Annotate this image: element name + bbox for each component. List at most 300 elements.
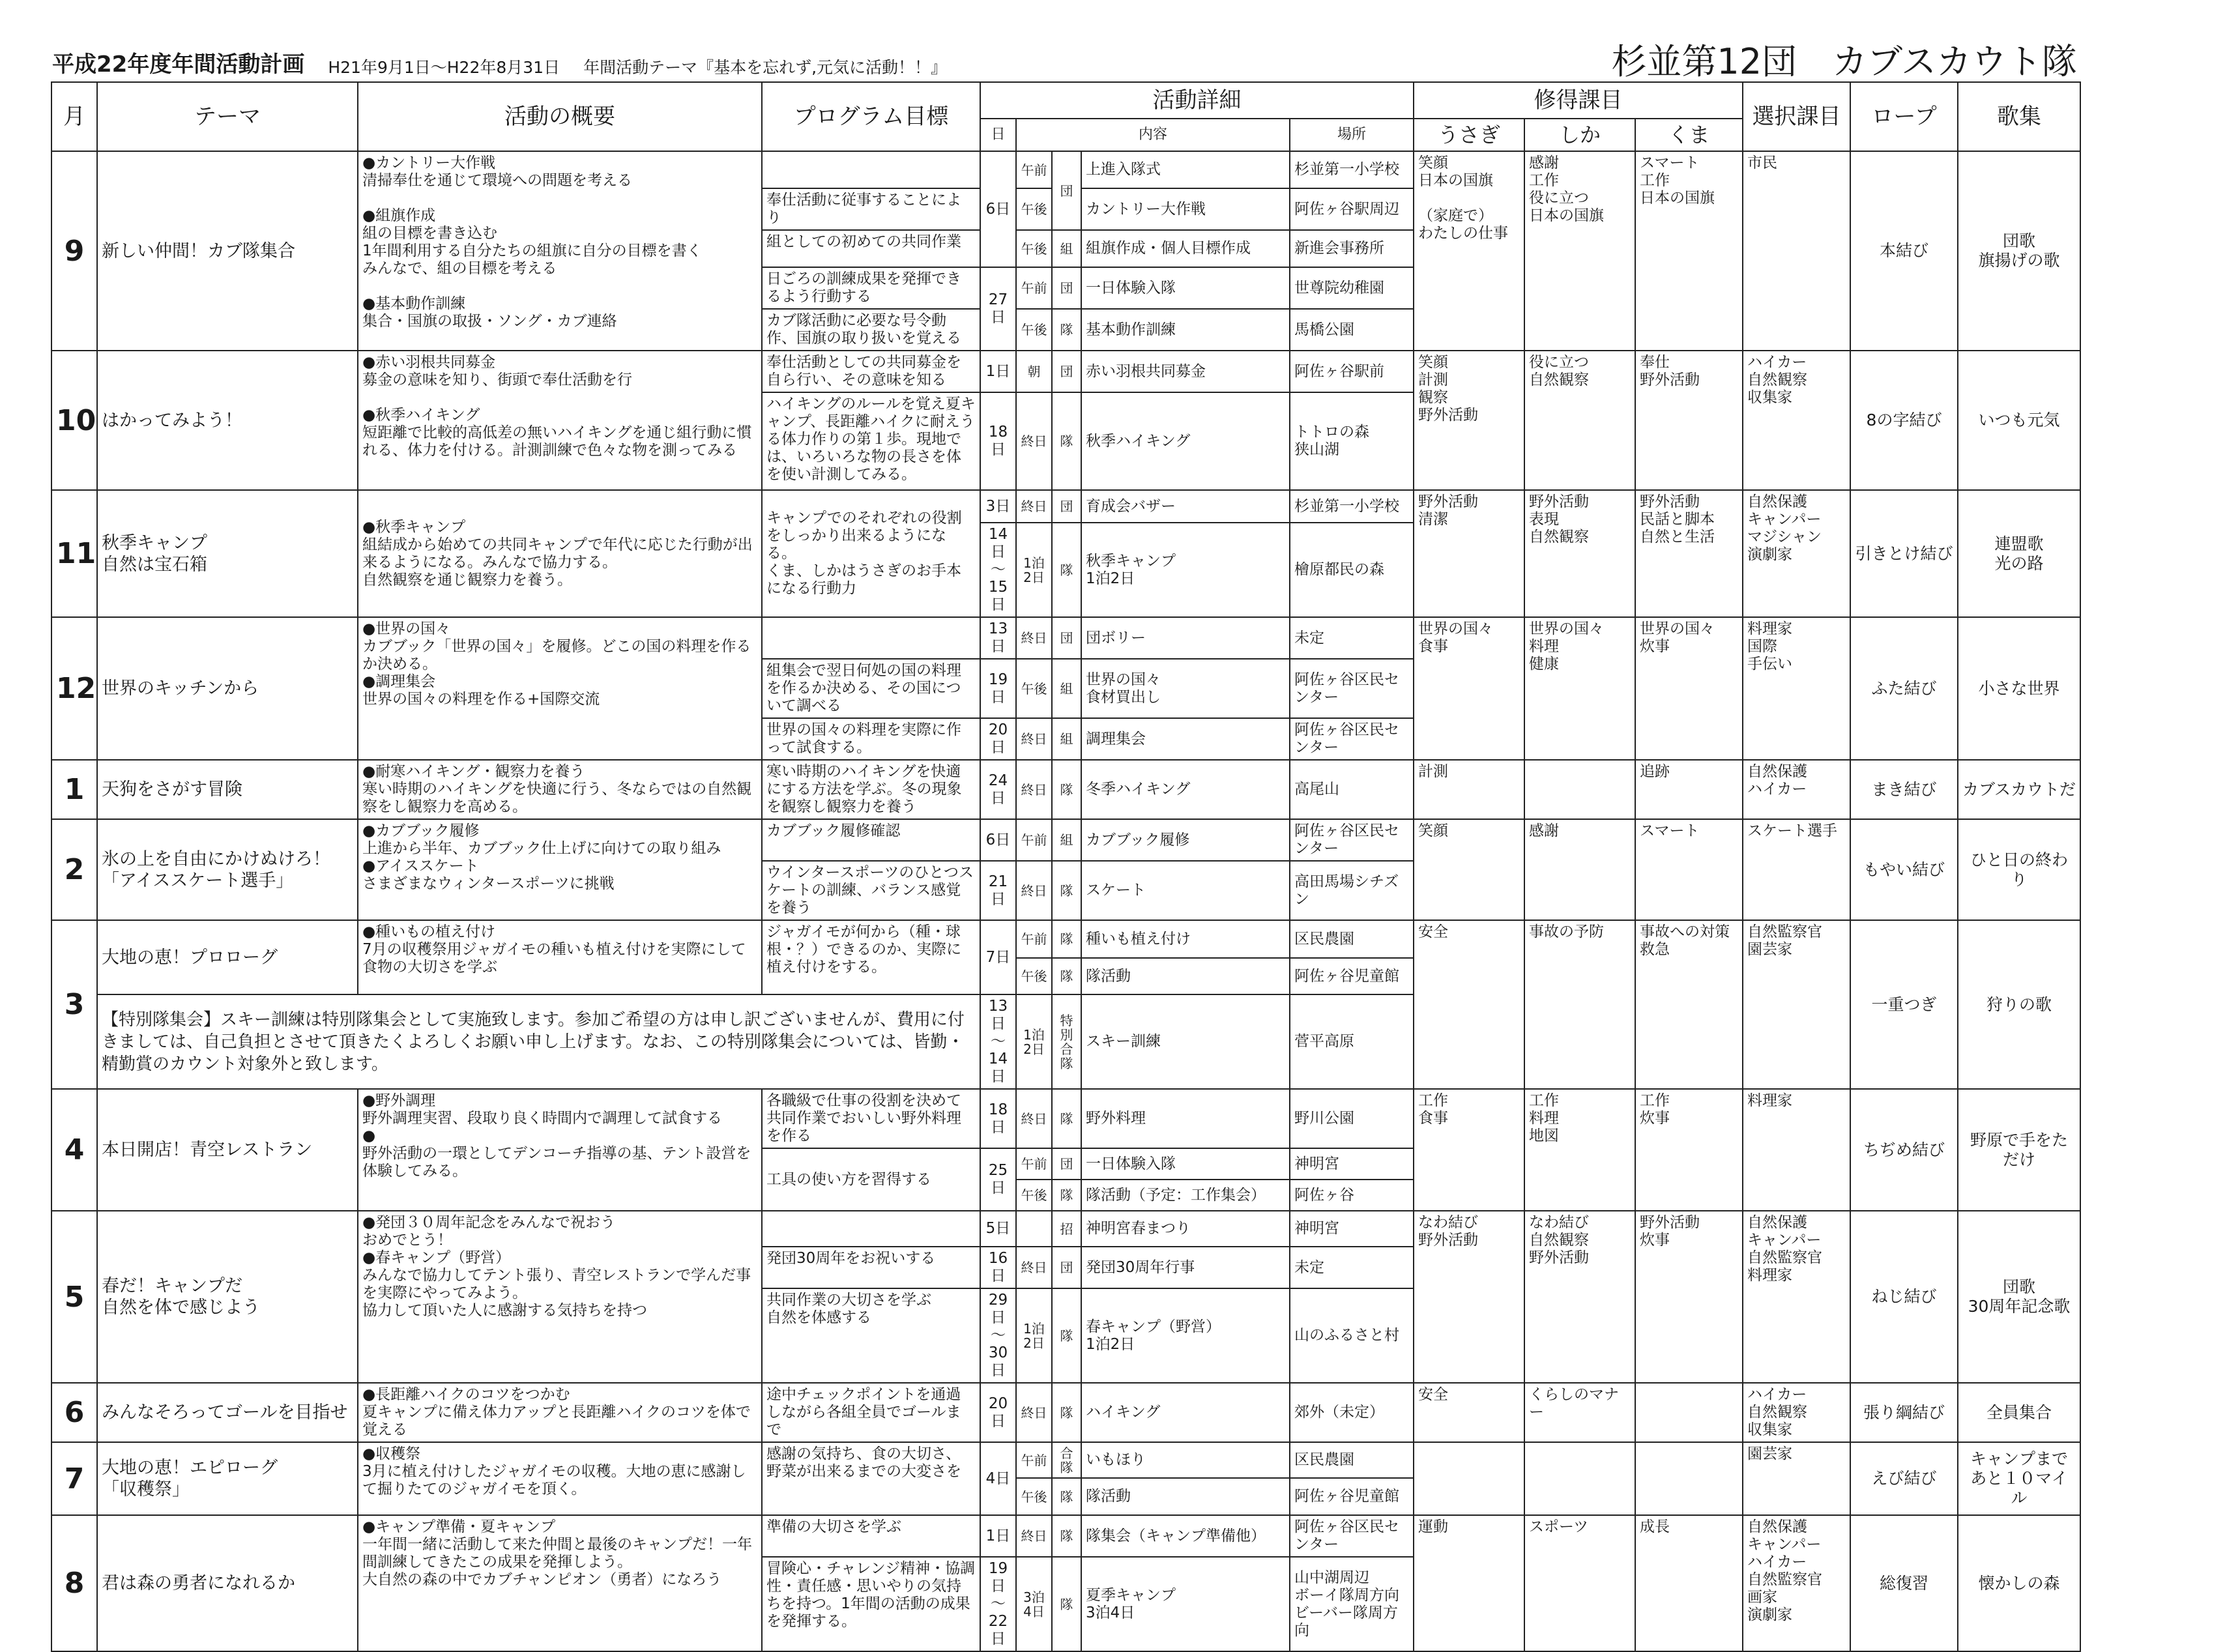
- month-cell: 2: [51, 819, 97, 920]
- rope-cell: 8の字結び: [1850, 351, 1958, 490]
- content-cell: カブブック履修: [1081, 819, 1290, 861]
- place-cell: 郊外（未定）: [1290, 1383, 1414, 1442]
- content-cell: 調理集会: [1081, 718, 1290, 760]
- rope-cell: 引きとけ結び: [1850, 490, 1958, 617]
- overview-cell: ●世界の国々 カブブック「世界の国々」を履修。どこの国の料理を作るか決める。 ●調理集会 世界の国々の料理を作る+国際交流: [358, 617, 762, 760]
- goal-cell: カブブック履修確認: [762, 819, 980, 861]
- theme-cell: 世界のキッチンから: [97, 617, 358, 760]
- content-cell: 秋季キャンプ 1泊2日: [1081, 523, 1290, 617]
- day-cell: 5日: [980, 1211, 1016, 1247]
- time-cell: 午後: [1016, 659, 1052, 718]
- time-cell: 終日: [1016, 760, 1052, 819]
- content-cell: 赤い羽根共同募金: [1081, 351, 1290, 392]
- time-cell: 3泊 4日: [1016, 1557, 1052, 1651]
- kuma-cell: [1635, 1383, 1743, 1442]
- unit-cell: 隊: [1052, 1089, 1081, 1148]
- goal-cell: 共同作業の大切さを学ぶ 自然を体感する: [762, 1288, 980, 1383]
- day-cell: 29日 〜 30日: [980, 1288, 1016, 1383]
- place-cell: 阿佐ヶ谷区民センター: [1290, 718, 1414, 760]
- day-cell: 7日: [980, 920, 1016, 994]
- unit-cell: 隊: [1052, 309, 1081, 351]
- overview-cell: ●カブブック履修 上進から半年、カブブック仕上げに向けての取り組み ●アイススケート さまざまなウィンタースポーツに挑戦: [358, 819, 762, 920]
- kuma-cell: 野外活動 炊事: [1635, 1211, 1743, 1383]
- goal-cell: 世界の国々の料理を実際に作って試食する。: [762, 718, 980, 760]
- day-cell: 3日: [980, 490, 1016, 523]
- col-usagi: うさぎ: [1414, 119, 1524, 151]
- place-cell: 阿佐ヶ谷児童館: [1290, 1478, 1414, 1515]
- unit-cell: 隊: [1052, 523, 1081, 617]
- theme-cell: 秋季キャンプ 自然は宝石箱: [97, 490, 358, 617]
- place-cell: 阿佐ヶ谷児童館: [1290, 958, 1414, 994]
- kuma-cell: 奉仕 野外活動: [1635, 351, 1743, 490]
- goal-cell: 冒険心・チャレンジ精神・協調性・責任感・思いやりの気持ちを持つ。1年間の活動の成果を発揮する。: [762, 1557, 980, 1651]
- rope-cell: ねじ結び: [1850, 1211, 1958, 1383]
- day-cell: 1日: [980, 1515, 1016, 1557]
- time-cell: 終日: [1016, 718, 1052, 760]
- content-cell: ハイキング: [1081, 1383, 1290, 1442]
- usagi-cell: 運動: [1414, 1515, 1524, 1651]
- elective-cell: ハイカー 自然観察 収集家: [1743, 351, 1850, 490]
- rope-cell: まき結び: [1850, 760, 1958, 819]
- unit-cell: 隊: [1052, 392, 1081, 490]
- content-cell: 秋季ハイキング: [1081, 392, 1290, 490]
- place-cell: 阿佐ヶ谷区民センター: [1290, 819, 1414, 861]
- overview-cell: ●秋季キャンプ 組結成から始めての共同キャンプで年代に応じた行動が出来るようになる。みんなで協力する。 自然観察を通じ観察力を養う。: [358, 490, 762, 617]
- shika-cell: なわ結び 自然観察 野外活動: [1524, 1211, 1635, 1383]
- time-cell: 午前: [1016, 920, 1052, 958]
- col-shika: しか: [1524, 119, 1635, 151]
- place-cell: 未定: [1290, 1247, 1414, 1288]
- time-cell: 午後: [1016, 230, 1052, 267]
- song-cell: 懐かしの森: [1958, 1515, 2080, 1651]
- elective-cell: 園芸家: [1743, 1442, 1850, 1515]
- song-cell: 団歌 旗揚げの歌: [1958, 151, 2080, 351]
- content-cell: 隊活動: [1081, 1478, 1290, 1515]
- theme-cell: 君は森の勇者になれるか: [97, 1515, 358, 1651]
- content-cell: 種いも植え付け: [1081, 920, 1290, 958]
- time-cell: 終日: [1016, 1515, 1052, 1557]
- goal-cell: キャンプでのそれぞれの役割をしっかり出来るようになる。 くま、しかはうさぎのお手本になる行動力: [762, 490, 980, 617]
- unit-cell: 隊: [1052, 1478, 1081, 1515]
- theme-cell: 大地の恵！プロローグ: [97, 920, 358, 994]
- col-details: 活動詳細: [980, 82, 1414, 119]
- usagi-cell: 笑顔 計測 観察 野外活動: [1414, 351, 1524, 490]
- rope-cell: ふた結び: [1850, 617, 1958, 760]
- content-cell: 神明宮春まつり: [1081, 1211, 1290, 1247]
- day-cell: 18日: [980, 392, 1016, 490]
- day-cell: 4日: [980, 1442, 1016, 1515]
- time-cell: 終日: [1016, 1383, 1052, 1442]
- plan-title: 平成22年度年間活動計画: [52, 51, 305, 78]
- content-cell: 隊集会（キャンプ準備他）: [1081, 1515, 1290, 1557]
- table-row: [51, 151, 2080, 188]
- unit-cell: 特別 合隊: [1052, 994, 1081, 1089]
- content-cell: 基本動作訓練: [1081, 309, 1290, 351]
- time-cell: 終日: [1016, 490, 1052, 523]
- goal-cell: [762, 151, 980, 188]
- time-cell: 午後: [1016, 1180, 1052, 1211]
- col-overview: 活動の概要: [358, 82, 762, 151]
- goal-cell: 日ごろの訓練成果を発揮できるよう行動する: [762, 267, 980, 309]
- goal-cell: [762, 617, 980, 659]
- table-row: [51, 1515, 2080, 1557]
- place-cell: 区民農園: [1290, 1442, 1414, 1478]
- rope-cell: 本結び: [1850, 151, 1958, 351]
- theme-cell: みんなそろってゴールを目指せ: [97, 1383, 358, 1442]
- shika-cell: 工作 料理 地図: [1524, 1089, 1635, 1211]
- col-required: 修得課目: [1414, 82, 1743, 119]
- goal-cell: ウインタースポーツのひとつスケートの訓練、バランス感覚を養う: [762, 861, 980, 920]
- header-row: [51, 82, 2080, 119]
- content-cell: 隊活動（予定：工作集会）: [1081, 1180, 1290, 1211]
- place-cell: 高田馬場シチズン: [1290, 861, 1414, 920]
- month-cell: 1: [51, 760, 97, 819]
- goal-cell: 奉仕活動に従事することにより: [762, 188, 980, 230]
- unit-cell: 団: [1052, 267, 1081, 309]
- time-cell: 午前: [1016, 151, 1052, 188]
- col-place: 場所: [1290, 119, 1414, 151]
- usagi-cell: [1414, 1442, 1524, 1515]
- shika-cell: 事故の予防: [1524, 920, 1635, 1089]
- unit-cell: 団: [1052, 351, 1081, 392]
- content-cell: スケート: [1081, 861, 1290, 920]
- table-row: [51, 1211, 2080, 1247]
- unit-cell: 隊: [1052, 958, 1081, 994]
- goal-cell: 各職級で仕事の役割を決めて共同作業でおいしい野外料理を作る: [762, 1089, 980, 1148]
- time-cell: 午前: [1016, 267, 1052, 309]
- elective-cell: 自然保護 ハイカー: [1743, 760, 1850, 819]
- day-cell: 19日: [980, 659, 1016, 718]
- month-cell: 10: [51, 351, 97, 490]
- month-cell: 6: [51, 1383, 97, 1442]
- table-row: [51, 920, 2080, 958]
- content-cell: 春キャンプ（野営） 1泊2日: [1081, 1288, 1290, 1383]
- usagi-cell: 世界の国々 食事: [1414, 617, 1524, 760]
- plan-period: H21年9月1日〜H22年8月31日: [328, 58, 560, 77]
- kuma-cell: スマート: [1635, 819, 1743, 920]
- place-cell: 区民農園: [1290, 920, 1414, 958]
- usagi-cell: 計測: [1414, 760, 1524, 819]
- day-cell: 6日: [980, 151, 1016, 267]
- content-cell: スキー訓練: [1081, 994, 1290, 1089]
- kuma-cell: 事故への対策 救急: [1635, 920, 1743, 1089]
- kuma-cell: 成長: [1635, 1515, 1743, 1651]
- day-cell: 13日 〜 14日: [980, 994, 1016, 1089]
- unit-cell: 組: [1052, 819, 1081, 861]
- day-cell: 1日: [980, 351, 1016, 392]
- table-row: [51, 617, 2080, 659]
- usagi-cell: 工作 食事: [1414, 1089, 1524, 1211]
- usagi-cell: 安全: [1414, 920, 1524, 1089]
- day-cell: 16日: [980, 1247, 1016, 1288]
- overview-cell: ●赤い羽根共同募金 募金の意味を知り、街頭で奉仕活動を行 ●秋季ハイキング 短距離で比較的高低差の無いハイキングを通じ組行動に慣れる、体力を付ける。計測訓練で色々な物を測ってみる: [358, 351, 762, 490]
- unit-cell: 団: [1052, 151, 1081, 230]
- elective-cell: 自然監察官 園芸家: [1743, 920, 1850, 1089]
- kuma-cell: 野外活動 民話と脚本 自然と生活: [1635, 490, 1743, 617]
- goal-cell: 途中チェックポイントを通過しながら各組全員でゴールまで: [762, 1383, 980, 1442]
- table-row: [51, 1089, 2080, 1148]
- rope-cell: 張り綱結び: [1850, 1383, 1958, 1442]
- goal-cell: 準備の大切さを学ぶ: [762, 1515, 980, 1557]
- elective-cell: 自然保護 キャンパー 自然監察官 料理家: [1743, 1211, 1850, 1383]
- unit-cell: 隊: [1052, 1288, 1081, 1383]
- theme-cell: 春だ！キャンプだ 自然を体で感じよう: [97, 1211, 358, 1383]
- overview-cell: ●発団３０周年記念をみんなで祝おう おめでとう！ ●春キャンプ（野営） みんなで協力してテント張り、青空レストランで学んだ事を実際にやってみよう。 協力して頂いた人に感謝する気持ちを持つ: [358, 1211, 762, 1383]
- content-cell: 育成会バザー: [1081, 490, 1290, 523]
- col-content: 内容: [1016, 119, 1290, 151]
- unit-cell: 隊: [1052, 1180, 1081, 1211]
- place-cell: 菅平高原: [1290, 994, 1414, 1089]
- annual-theme: 年間活動テーマ『基本を忘れず,元気に活動！！』: [583, 58, 948, 77]
- usagi-cell: なわ結び 野外活動: [1414, 1211, 1524, 1383]
- time-cell: 終日: [1016, 617, 1052, 659]
- place-cell: 杉並第一小学校: [1290, 151, 1414, 188]
- goal-cell: ジャガイモが何から（種・球根・？）できるのか、実際に植え付けをする。: [762, 920, 980, 994]
- elective-cell: 自然保護 キャンパー ハイカー 自然監察官 画家 演劇家: [1743, 1515, 1850, 1651]
- day-cell: 14日 〜 15日: [980, 523, 1016, 617]
- day-cell: 19日 〜 22日: [980, 1557, 1016, 1651]
- time-cell: 1泊 2日: [1016, 994, 1052, 1089]
- content-cell: カントリー大作戦: [1081, 188, 1290, 230]
- time-cell: 1泊 2日: [1016, 523, 1052, 617]
- table-row: [51, 490, 2080, 523]
- overview-cell: ●長距離ハイクのコツをつかむ 夏キャンプに備え体力アップと長距離ハイクのコツを体で覚える: [358, 1383, 762, 1442]
- goal-cell: 発団30周年をお祝いする: [762, 1247, 980, 1288]
- month-cell: 3: [51, 920, 97, 1089]
- time-cell: 午後: [1016, 188, 1052, 230]
- content-cell: いもほり: [1081, 1442, 1290, 1478]
- time-cell: 終日: [1016, 1089, 1052, 1148]
- song-cell: 連盟歌 光の路: [1958, 490, 2080, 617]
- org-name: 杉並第12団 カブスカウト隊: [1611, 41, 2077, 82]
- theme-cell: 本日開店！青空レストラン: [97, 1089, 358, 1211]
- place-cell: 神明宮: [1290, 1211, 1414, 1247]
- goal-cell: 組集会で翌日何処の国の料理を作るか決める、その国について調べる: [762, 659, 980, 718]
- kuma-cell: スマート 工作 日本の国旗: [1635, 151, 1743, 351]
- place-cell: 阿佐ヶ谷: [1290, 1180, 1414, 1211]
- month-cell: 8: [51, 1515, 97, 1651]
- table-row: [51, 819, 2080, 861]
- elective-cell: スケート選手: [1743, 819, 1850, 920]
- theme-cell: はかってみよう！: [97, 351, 358, 490]
- rope-cell: もやい結び: [1850, 819, 1958, 920]
- month-cell: 7: [51, 1442, 97, 1515]
- content-cell: 団ボリー: [1081, 617, 1290, 659]
- unit-cell: 組: [1052, 230, 1081, 267]
- col-day: 日: [980, 119, 1016, 151]
- song-cell: ひと日の終わり: [1958, 819, 2080, 920]
- place-cell: 新進会事務所: [1290, 230, 1414, 267]
- unit-cell: 組: [1052, 718, 1081, 760]
- usagi-cell: 笑顔 日本の国旗 （家庭で） わたしの仕事: [1414, 151, 1524, 351]
- unit-cell: 団: [1052, 617, 1081, 659]
- time-cell: 1泊 2日: [1016, 1288, 1052, 1383]
- content-cell: 隊活動: [1081, 958, 1290, 994]
- place-cell: 阿佐ヶ谷駅周辺: [1290, 188, 1414, 230]
- place-cell: 高尾山: [1290, 760, 1414, 819]
- goal-cell: 寒い時期のハイキングを快適にする方法を学ぶ。冬の現象を観察し観察力を養う: [762, 760, 980, 819]
- theme-cell: 氷の上を自由にかけぬけろ！ 「アイススケート選手」: [97, 819, 358, 920]
- usagi-cell: 笑顔: [1414, 819, 1524, 920]
- content-cell: 上進入隊式: [1081, 151, 1290, 188]
- unit-cell: 団: [1052, 490, 1081, 523]
- goal-cell: [762, 1211, 980, 1247]
- usagi-cell: 安全: [1414, 1383, 1524, 1442]
- shika-cell: スポーツ: [1524, 1515, 1635, 1651]
- shika-cell: [1524, 760, 1635, 819]
- song-cell: 全員集合: [1958, 1383, 2080, 1442]
- overview-cell: ●種いもの植え付け 7月の収穫祭用ジャガイモの種いも植え付けを実際にして食物の大切さを学ぶ: [358, 920, 762, 994]
- content-cell: 組旗作成・個人目標作成: [1081, 230, 1290, 267]
- theme-cell: 天狗をさがす冒険: [97, 760, 358, 819]
- rope-cell: 総復習: [1850, 1515, 1958, 1651]
- content-cell: 一日体験入隊: [1081, 1148, 1290, 1180]
- song-cell: キャンプまであと１０マイル: [1958, 1442, 2080, 1515]
- activity-plan-table: [51, 81, 2081, 1652]
- month-cell: 12: [51, 617, 97, 760]
- shika-cell: 世界の国々 料理 健康: [1524, 617, 1635, 760]
- time-cell: 終日: [1016, 861, 1052, 920]
- theme-cell: 大地の恵！エピローグ 「収穫祭」: [97, 1442, 358, 1515]
- kuma-cell: 追跡: [1635, 760, 1743, 819]
- goal-cell: 感謝の気持ち、食の大切さ、野菜が出来るまでの大変さを: [762, 1442, 980, 1515]
- overview-cell: ●カントリー大作戦 清掃奉仕を通じて環境への問題を考える ●組旗作成 組の目標を書き込む 1年間利用する自分たちの組旗に自分の目標を書く みんなで、組の目標を考える ●基本動作訓練 集合・国旗の取扱・ソング・カブ連絡: [358, 151, 762, 351]
- unit-cell: 招: [1052, 1211, 1081, 1247]
- place-cell: 檜原都民の森: [1290, 523, 1414, 617]
- unit-cell: 団: [1052, 1148, 1081, 1180]
- table-row: [51, 760, 2080, 819]
- time-cell: 午後: [1016, 1478, 1052, 1515]
- goal-cell: 奉仕活動としての共同募金を自ら行い、その意味を知る: [762, 351, 980, 392]
- song-cell: いつも元気: [1958, 351, 2080, 490]
- month-cell: 11: [51, 490, 97, 617]
- place-cell: 神明宮: [1290, 1148, 1414, 1180]
- theme-cell: 新しい仲間！カブ隊集合: [97, 151, 358, 351]
- month-cell: 4: [51, 1089, 97, 1211]
- song-cell: 野原で手をただけ: [1958, 1089, 2080, 1211]
- kuma-cell: 世界の国々 炊事: [1635, 617, 1743, 760]
- special-meeting-note: 【特別隊集会】スキー訓練は特別隊集会として実施致します。参加ご希望の方は申し訳ございませんが、費用に付きましては、自己負担とさせて頂きたくよろしくお願い申し上げます。なお、この特別隊集会については、皆勤・精勤賞のカウント対象外と致します。: [97, 994, 980, 1089]
- place-cell: 山中湖周辺 ボーイ隊周方向 ビーバー隊周方向: [1290, 1557, 1414, 1651]
- goal-cell: ハイキングのルールを覚え夏キャンプ、長距離ハイクに耐えうる体力作りの第１歩。現地では、いろいろな物の長さを体を使い計測してみる。: [762, 392, 980, 490]
- time-cell: 朝: [1016, 351, 1052, 392]
- col-theme: テーマ: [97, 82, 358, 151]
- elective-cell: 料理家 国際 手伝い: [1743, 617, 1850, 760]
- kuma-cell: [1635, 1442, 1743, 1515]
- col-rope: ロープ: [1850, 82, 1958, 151]
- shika-cell: 野外活動 表現 自然観察: [1524, 490, 1635, 617]
- elective-cell: 自然保護 キャンパー マジシャン 演劇家: [1743, 490, 1850, 617]
- unit-cell: 隊: [1052, 760, 1081, 819]
- place-cell: 山のふるさと村: [1290, 1288, 1414, 1383]
- kuma-cell: 工作 炊事: [1635, 1089, 1743, 1211]
- table-row: [51, 1383, 2080, 1442]
- elective-cell: ハイカー 自然観察 収集家: [1743, 1383, 1850, 1442]
- col-month: 月: [51, 82, 97, 151]
- day-cell: 18日: [980, 1089, 1016, 1148]
- time-cell: [1016, 1211, 1052, 1247]
- song-cell: 小さな世界: [1958, 617, 2080, 760]
- day-cell: 20日: [980, 718, 1016, 760]
- overview-cell: ●収穫祭 3月に植え付けしたジャガイモの収穫。大地の恵に感謝して掘りたてのジャガイモを頂く。: [358, 1442, 762, 1515]
- place-cell: 世尊院幼稚園: [1290, 267, 1414, 309]
- place-cell: 杉並第一小学校: [1290, 490, 1414, 523]
- day-cell: 27日: [980, 267, 1016, 351]
- place-cell: トトロの森 狭山湖: [1290, 392, 1414, 490]
- table-row: [51, 351, 2080, 392]
- unit-cell: 隊: [1052, 861, 1081, 920]
- goal-cell: 工具の使い方を習得する: [762, 1148, 980, 1211]
- song-cell: カブスカウトだ: [1958, 760, 2080, 819]
- col-kuma: くま: [1635, 119, 1743, 151]
- goal-cell: 組としての初めての共同作業: [762, 230, 980, 267]
- elective-cell: 市民: [1743, 151, 1850, 351]
- col-song: 歌集: [1958, 82, 2080, 151]
- month-cell: 5: [51, 1211, 97, 1383]
- time-cell: 午前: [1016, 1442, 1052, 1478]
- unit-cell: 隊: [1052, 1515, 1081, 1557]
- day-cell: 6日: [980, 819, 1016, 861]
- day-cell: 20日: [980, 1383, 1016, 1442]
- rope-cell: ちぢめ結び: [1850, 1089, 1958, 1211]
- song-cell: 狩りの歌: [1958, 920, 2080, 1089]
- place-cell: 阿佐ヶ谷駅前: [1290, 351, 1414, 392]
- col-elective: 選択課目: [1743, 82, 1850, 151]
- unit-cell: 団: [1052, 1247, 1081, 1288]
- place-cell: 阿佐ヶ谷区民センター: [1290, 1515, 1414, 1557]
- goal-cell: カブ隊活動に必要な号令動作、国旗の取り扱いを覚える: [762, 309, 980, 351]
- unit-cell: 隊: [1052, 920, 1081, 958]
- rope-cell: 一重つぎ: [1850, 920, 1958, 1089]
- shika-cell: 感謝: [1524, 819, 1635, 920]
- content-cell: 夏季キャンプ 3泊4日: [1081, 1557, 1290, 1651]
- day-cell: 13日: [980, 617, 1016, 659]
- unit-cell: 組: [1052, 659, 1081, 718]
- place-cell: 未定: [1290, 617, 1414, 659]
- content-cell: 発団30周年行事: [1081, 1247, 1290, 1288]
- shika-cell: くらしのマナー: [1524, 1383, 1635, 1442]
- overview-cell: ●耐寒ハイキング・観察力を養う 寒い時期のハイキングを快適に行う、冬ならではの自然観察をし観察力を高める。: [358, 760, 762, 819]
- content-cell: 一日体験入隊: [1081, 267, 1290, 309]
- usagi-cell: 野外活動 清潔: [1414, 490, 1524, 617]
- day-cell: 21日: [980, 861, 1016, 920]
- unit-cell: 隊: [1052, 1557, 1081, 1651]
- day-cell: 25日: [980, 1148, 1016, 1211]
- shika-cell: 感謝 工作 役に立つ 日本の国旗: [1524, 151, 1635, 351]
- overview-cell: ●野外調理 野外調理実習、段取り良く時間内で調理して試食する ● 野外活動の一環としてデンコーチ指導の基、テント設営を体験してみる。: [358, 1089, 762, 1211]
- content-cell: 野外料理: [1081, 1089, 1290, 1148]
- time-cell: 終日: [1016, 392, 1052, 490]
- shika-cell: [1524, 1442, 1635, 1515]
- table-row: [51, 1442, 2080, 1478]
- day-cell: 24日: [980, 760, 1016, 819]
- rope-cell: えび結び: [1850, 1442, 1958, 1515]
- shika-cell: 役に立つ 自然観察: [1524, 351, 1635, 490]
- song-cell: 団歌 30周年記念歌: [1958, 1211, 2080, 1383]
- content-cell: 冬季ハイキング: [1081, 760, 1290, 819]
- place-cell: 馬橋公園: [1290, 309, 1414, 351]
- time-cell: 午前: [1016, 819, 1052, 861]
- col-goal: プログラム目標: [762, 82, 980, 151]
- place-cell: 野川公園: [1290, 1089, 1414, 1148]
- unit-cell: 合隊: [1052, 1442, 1081, 1478]
- elective-cell: 料理家: [1743, 1089, 1850, 1211]
- month-cell: 9: [51, 151, 97, 351]
- time-cell: 午後: [1016, 309, 1052, 351]
- time-cell: 午後: [1016, 958, 1052, 994]
- time-cell: 午前: [1016, 1148, 1052, 1180]
- overview-cell: ●キャンプ準備・夏キャンプ 一年間一緒に活動して来た仲間と最後のキャンプだ！一年間訓練してきたこの成果を発揮しよう。 大自然の森の中でカブチャンピオン（勇者）になろう: [358, 1515, 762, 1651]
